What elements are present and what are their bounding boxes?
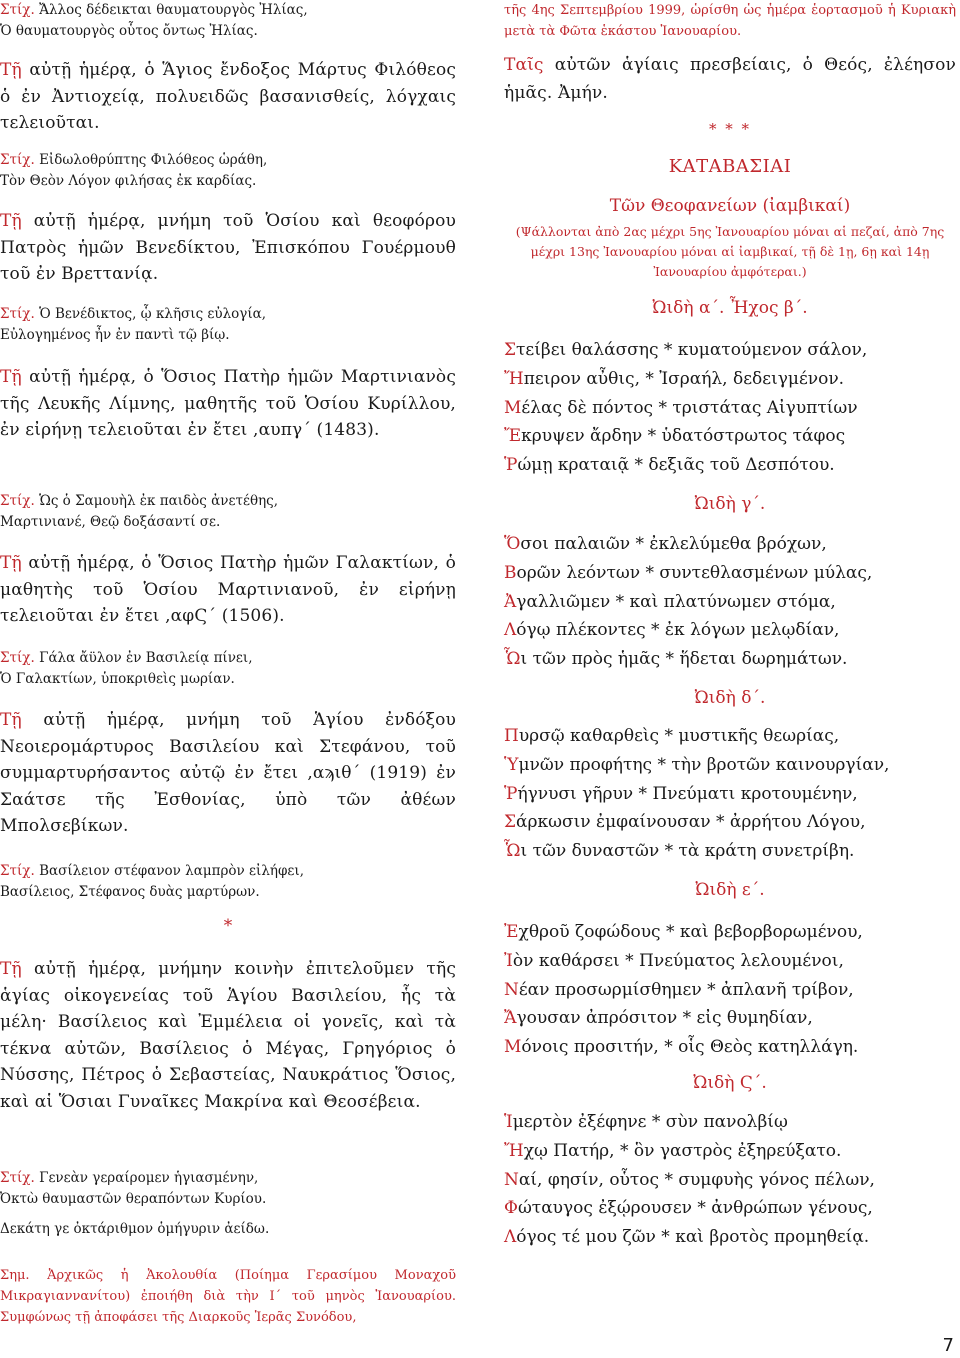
hymn-line: Ὧι τῶν πρὸς ἡμᾶς * ἥδεται δωρημάτων. (504, 649, 848, 670)
hymn-line: Σάρκωσιν ἐμφαίνουσαν * ἀρρήτου Λόγου, (504, 812, 866, 833)
synaxarion-basil-family: Τῇ αὐτῇ ἡμέρᾳ, μνήμην κοινὴν ἐπιτελοῦμεν τῆς ἁγίας οἰκογενείας τοῦ Ἁγίου Βασιλείου, ἧς τὰ μέλη· Βασίλειος καὶ Ἐμμέλεια οἱ γονεῖς, καὶ τὰ τέκνα αὐτῶν, Βασίλειος ὁ Μέγας, Γρηγόριος ὁ Νύσσης, Πέτρος ὁ Σεβαστείας, Ναυκράτιος Ὅσιος, καὶ αἱ Ὅσιαι Γυναῖκες Μακρίνα καὶ Θεοσέβεια. (0, 959, 456, 1112)
synaxarion-basil-stephen: Τῇ αὐτῇ ἡμέρᾳ, μνήμη τοῦ Ἁγίου ἐνδόξου Νεοιερομάρτυρος Βασιλείου καὶ Στεφάνου, τοῦ συμμαρτυρήσαντος αὐτῷ ἐν ἔτει ,αϡιθ´ (1919) ἐν Σαάτσε τῆς Ἐσθονίας, ὑπὸ τῶν ἀθέων Μπολσεβίκων. (0, 710, 456, 837)
footnote-continued: τῆς 4ης Σεπτεμβρίου 1999, ὡρίσθη ὡς ἡμέρα ἑορτασμοῦ ἡ Κυριακὴ μετὰ τὰ Φῶτα ἑκάστου Ἰανουαρίου. (504, 3, 956, 39)
section-star: * (223, 916, 233, 936)
verse-basil-stephen: Στίχ. Βασίλειον στέφανον λαμπρὸν εἰλήφει, Βασίλειος, Στέφανος δυὰς μαρτύρων. (0, 863, 305, 900)
hymn-line: Ὑμνῶν προφήτης * τὴν βροτῶν καινουργίαν, (504, 754, 890, 775)
hymn-line: Ὧι τῶν δυναστῶν * τὰ κράτη συνετρίβη. (504, 841, 855, 862)
hymn-line: Βορῶν λεόντων * συντεθλασμένων μύλας, (504, 562, 873, 583)
hymn-line: Ἰὸν καθάρσει * Πνεύματος λελουμένοι, (504, 950, 844, 971)
hymn-line: Λόγῳ πλέκοντες * ἐκ λόγων μελῳδίαν, (504, 620, 840, 641)
hymn-line: Λόγος τέ μου ζῶν * καὶ βροτὸς προμηθείᾳ. (504, 1227, 870, 1248)
ode-4-text (504, 722, 956, 866)
ode-1-text (504, 336, 956, 480)
hymn-line: Ῥώμῃ κραταιᾷ * δεξιᾶς τοῦ Δεσπότου. (504, 455, 835, 476)
hymn-line: Ἱμερτὸν ἐξέφηνε * σὺν πανολβίῳ (504, 1112, 788, 1132)
hymn-line: Φώταυγος ἐξῴρουσεν * ἀνθρώπων γένους, (504, 1198, 873, 1219)
ode-6-text (504, 1108, 956, 1252)
ode-3-text (504, 530, 956, 674)
hymn-line: Ῥήγνυσι γῆρυν * Πνεύματι κροτουμένην, (504, 783, 858, 804)
synaxarion-galaktion: Τῇ αὐτῇ ἡμέρᾳ, ὁ Ὅσιος Πατὴρ ἡμῶν Γαλακτίων, ὁ μαθητὴς τοῦ Ὁσίου Μαρτινιανοῦ, ἐν εἰρήνῃ τελειοῦται ἐν ἔτει ,αφϚ´ (1506). (0, 553, 456, 627)
ode-4-title: Ὠιδὴ δ´. (694, 688, 766, 708)
ode-6-title: Ὠιδὴ Ϛ´. (693, 1073, 767, 1093)
hymn-line: Ἐχθροῦ ζοφώδους * καὶ βεβορβορωμένου, (504, 922, 863, 942)
hymn-line: Μόνοις προσιτήν, * οἷς Θεὸς κατηλλάγη. (504, 1037, 859, 1058)
verse-elias: Στίχ. Ἄλλος δέδεικται θαυματουργὸς Ἠλίας, Ὁ θαυματουργὸς οὗτος ὄντως Ἠλίας. (0, 2, 308, 39)
verse-galaktion: Στίχ. Γάλα ἄϋλον ἐν Βασιλείᾳ πίνει, Ὁ Γαλακτίων, ὑποκριθεὶς μωρίαν. (0, 650, 253, 687)
ode-5-title: Ὠιδὴ ε´. (695, 880, 765, 900)
synaxarion-martinianos: Τῇ αὐτῇ ἡμέρᾳ, ὁ Ὅσιος Πατὴρ ἡμῶν Μαρτινιανὸς τῆς Λευκῆς Λίμνης, μαθητῆς τοῦ Ὁσίου Κυρίλλου, ἐν εἰρήνῃ τελειοῦται ἐν ἔτει ,αυπγ´ (1483). (0, 367, 456, 441)
hymn-line: Στείβει θαλάσσης * κυματούμενον σάλον, (504, 340, 868, 360)
hymn-line: Ὅσοι παλαιῶν * ἐκλελύμεθα βρόχων, (504, 534, 827, 554)
katavasiai-heading: ΚΑΤΑΒΑΣΙΑΙ (668, 156, 792, 177)
footnote: Σημ. Ἀρχικῶς ἡ Ἀκολουθία (Ποίημα Γερασίμου Μοναχοῦ Μικραγιαννανίτου) ἐποιήθη διὰ τὴν Ι´ τοῦ μηνὸς Ἰανουαρίου. Συμφώνως τῇ ἀποφάσει τῆς Διαρκοῦς Ἱερᾶς Συνόδου, (0, 1268, 456, 1325)
verse-basil-family: Στίχ. Γενεὰν γεραίρομεν ἡγιασμένην, Ὀκτὼ θαυμαστῶν θεραπόντων Κυρίου. Δεκάτη γε ὀκτάριθμον ὁμήγυριν ἀείδω. (0, 1170, 270, 1237)
hymn-line: Ἀγαλλιῶμεν * καὶ πλατύνωμεν στόμα, (504, 591, 836, 612)
katavasiai-subtitle: Τῶν Θεοφανείων (ἰαμβικαί) (609, 196, 851, 216)
page-number: 7 (942, 1335, 954, 1356)
verse-philotheos: Στίχ. Εἰδωλοθρύπτης Φιλόθεος ὡράθη, Τὸν Θεὸν Λόγον φιλήσας ἐκ καρδίας. (0, 152, 268, 189)
section-stars: * * * (708, 120, 752, 138)
hymn-line: Ναί, φησίν, οὗτος * συμφυὴς γόνος πέλων, (504, 1169, 875, 1190)
hymn-line: Μέλας δὲ πόντος * τριστάτας Αἰγυπτίων (504, 397, 858, 418)
synaxarion-benedict: Τῇ αὐτῇ ἡμέρᾳ, μνήμη τοῦ Ὁσίου καὶ θεοφόρου Πατρὸς ἡμῶν Βενεδίκτου, Ἐπισκόπου Γουέρμουθ τοῦ ἐν Βρεττανίᾳ. (0, 211, 456, 285)
verse-benedict: Στίχ. Ὁ Βενέδικτος, ᾧ κλῆσις εὐλογία, Εὐλογημένος ἦν ἐν παντὶ τῷ βίῳ. (0, 306, 267, 343)
synaxarion-philotheos: Τῇ αὐτῇ ἡμέρᾳ, ὁ Ἅγιος ἔνδοξος Μάρτυς Φιλόθεος ὁ ἐν Ἀντιοχείᾳ, πολυειδῶς βασανισθείς, λόγχαις τελειοῦται. (0, 60, 456, 134)
ode-5-text (504, 918, 956, 1062)
verse-martinianos: Στίχ. Ὡς ὁ Σαμουὴλ ἐκ παιδὸς ἀνετέθης, Μαρτινιανέ, Θεῷ δοξάσαντί σε. (0, 493, 279, 530)
ode-3-title: Ὠιδὴ γ´. (694, 494, 766, 514)
hymn-line: Ἄγουσαν ἀπρόσιτον * εἰς θυμηδίαν, (504, 1008, 813, 1029)
ode-1-title: Ὠιδὴ α´. Ἦχος β´. (652, 298, 808, 318)
hymn-line: Νέαν προσωρμίσθημεν * ἀπλανῆ τρίβον, (504, 979, 854, 1000)
dismissal-prayer: Ταῖς αὐτῶν ἁγίαις πρεσβείαις, ὁ Θεός, ἐλέησον ἡμᾶς. Ἀμήν. (504, 55, 956, 103)
hymn-line: Πυρσῷ καθαρθεὶς * μυστικῆς θεωρίας, (504, 726, 840, 746)
hymn-line: Ἤχῳ Πατήρ, * ὃν γαστρὸς ἐξηρεύξατο. (504, 1140, 842, 1161)
hymn-line: Ἔκρυψεν ἄρδην * ὑδατόστρωτος τάφος (504, 426, 846, 447)
katavasiai-rubric: (Ψάλλονται ἀπὸ 2ας μέχρι 5ης Ἰανουαρίου μόναι αἱ πεζαί, ἀπὸ 7ης μέχρι 13ης Ἰανουαρίου μόναι αἱ ἰαμβικαί, τῇ δὲ 1ῃ, 6ῃ καὶ 14ῃ Ἰανουαρίου ἀμφότεραι.) (515, 224, 945, 279)
hymn-line: Ἤπειρον αὖθις, * Ἰσραήλ, δεδειγμένον. (504, 368, 845, 389)
